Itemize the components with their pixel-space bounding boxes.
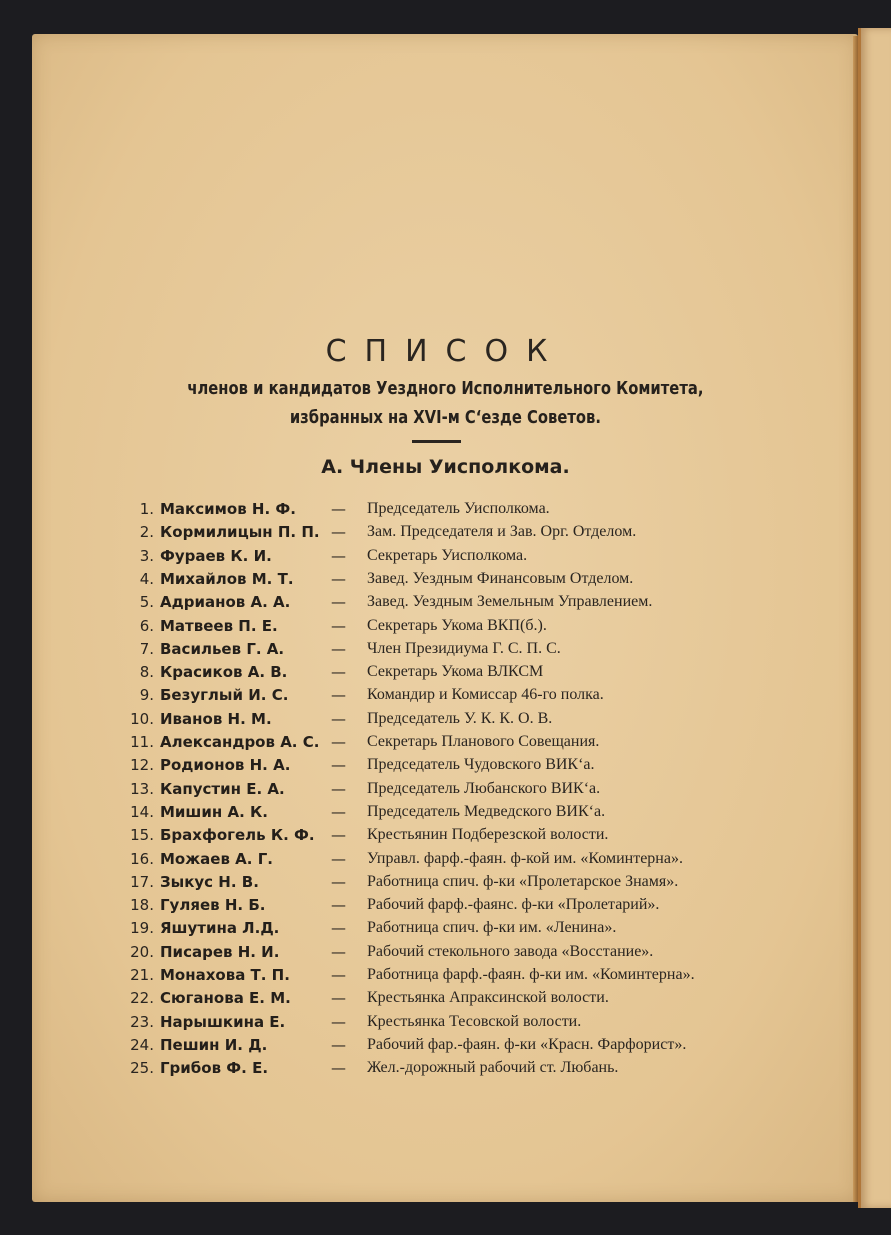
dash-separator: — [331, 802, 346, 821]
dash-separator: — [331, 779, 346, 798]
member-name: Михайлов М. Т. [160, 569, 294, 588]
member-number: 4. [139, 569, 154, 588]
member-name: Александров А. С. [160, 733, 320, 751]
dash-separator: — [331, 546, 346, 565]
member-number: 9. [139, 686, 154, 705]
member-role: Секретарь Укома ВЛКСМ [367, 663, 544, 681]
member-role: Рабочий стекольного завода «Восстание». [367, 942, 654, 960]
document-title: СПИСОК [325, 334, 566, 369]
member-role: Член Президиума Г. С. П. С. [367, 639, 561, 657]
dash-separator: — [331, 1012, 346, 1031]
member-role: Крестьянка Апраксинской волости. [367, 989, 609, 1007]
member-name: Капустин Е. А. [160, 779, 285, 798]
member-name: Сюганова Е. М. [160, 989, 291, 1008]
list-item [0, 640, 891, 664]
member-name: Максимов Н. Ф. [160, 500, 296, 518]
member-number: 23. [130, 1012, 154, 1031]
member-role: Председатель Любанского ВИК‘а. [367, 779, 601, 797]
dash-separator: — [331, 896, 346, 915]
member-name: Яшутина Л.Д. [160, 919, 280, 938]
member-number: 20. [130, 942, 154, 961]
member-role: Завед. Уездным Финансовым Отделом. [367, 569, 634, 587]
dash-separator: — [331, 1035, 346, 1054]
dash-separator: — [331, 872, 346, 891]
member-name: Мишин А. К. [160, 802, 268, 821]
dash-separator: — [331, 733, 346, 751]
member-role: Секретарь Уисполкома. [367, 546, 528, 564]
dash-separator: — [331, 919, 346, 938]
list-item [0, 1013, 891, 1037]
member-name: Писарев Н. И. [160, 942, 280, 961]
list-item [0, 710, 891, 734]
member-name: Матвеев П. Е. [160, 616, 278, 635]
member-name: Фураев К. И. [160, 546, 272, 565]
member-role: Работница спич. ф-ки им. «Ленина». [367, 919, 617, 937]
dash-separator: — [331, 849, 346, 868]
list-item [0, 943, 891, 967]
member-number: 1. [139, 500, 154, 518]
list-item [0, 617, 891, 641]
member-name: Адрианов А. А. [160, 593, 291, 612]
member-name: Монахова Т. П. [160, 966, 290, 984]
member-number: 18. [130, 896, 154, 915]
dash-separator: — [331, 593, 346, 612]
dash-separator: — [331, 663, 346, 682]
member-role: Председатель Чудовского ВИК‘а. [367, 756, 595, 774]
list-item [0, 1059, 891, 1083]
list-item [0, 803, 891, 827]
title-divider [412, 440, 461, 443]
dash-separator: — [331, 942, 346, 961]
list-item [0, 966, 891, 990]
member-role: Работница фарф.-фаян. ф-ки им. «Коминтерна». [367, 966, 695, 983]
dash-separator: — [331, 989, 346, 1008]
document-subtitle [80, 374, 811, 432]
member-number: 22. [130, 989, 154, 1008]
member-role: Председатель Уисполкома. [367, 500, 550, 517]
member-role: Секретарь Планового Совещания. [367, 733, 600, 750]
list-item [0, 686, 891, 710]
member-name: Васильев Г. А. [160, 639, 285, 658]
member-name: Безуглый И. С. [160, 686, 289, 705]
dash-separator: — [331, 826, 346, 845]
dash-separator: — [331, 569, 346, 588]
member-name: Гуляев Н. Б. [160, 896, 266, 915]
subtitle-line-1: членов и кандидатов Уездного Исполнительного Комитета, [187, 378, 704, 399]
list-item [0, 523, 891, 547]
member-role: Работница спич. ф-ки «Пролетарское Знамя». [367, 872, 679, 890]
member-role: Управл. фарф.-фаян. ф-кой им. «Коминтерна». [367, 849, 683, 867]
member-name: Кормилицын П. П. [160, 523, 320, 542]
list-item [0, 780, 891, 804]
dash-separator: — [331, 616, 346, 635]
dash-separator: — [331, 756, 346, 775]
list-item [0, 593, 891, 617]
member-number: 5. [139, 593, 154, 612]
dash-separator: — [331, 709, 346, 728]
member-number: 13. [130, 779, 154, 798]
member-name: Нарышкина Е. [160, 1012, 286, 1031]
list-item [0, 500, 891, 524]
member-role: Крестьянка Тесовской волости. [367, 1012, 582, 1030]
list-item [0, 1036, 891, 1060]
dash-separator: — [331, 500, 346, 518]
member-role: Секретарь Укома ВКП(б.). [367, 616, 547, 634]
member-number: 11. [130, 733, 154, 751]
member-number: 15. [130, 826, 154, 845]
dash-separator: — [331, 1059, 346, 1078]
member-name: Брахфогель К. Ф. [160, 826, 315, 845]
member-role: Председатель Медведского ВИК‘а. [367, 802, 606, 820]
member-name: Можаев А. Г. [160, 849, 273, 868]
member-number: 19. [130, 919, 154, 938]
dash-separator: — [331, 639, 346, 658]
member-name: Иванов Н. М. [160, 709, 272, 728]
section-title: А. Члены Уисполкома. [321, 456, 570, 478]
list-item [0, 919, 891, 943]
member-role: Рабочий фарф.-фаянс. ф-ки «Пролетарий». [367, 896, 660, 914]
member-number: 7. [139, 639, 154, 658]
list-item [0, 826, 891, 850]
member-role: Жел.-дорожный рабочий ст. Любань. [367, 1059, 619, 1077]
member-number: 16. [130, 849, 154, 868]
dash-separator: — [331, 523, 346, 542]
member-number: 3. [139, 546, 154, 565]
list-item [0, 756, 891, 780]
member-number: 12. [130, 756, 154, 775]
member-role: Завед. Уездным Земельным Управлением. [367, 593, 653, 611]
member-number: 21. [130, 966, 154, 984]
dash-separator: — [331, 966, 346, 984]
subtitle-line-2: избранных на XVI-м С‘езде Советов. [289, 407, 601, 428]
member-number: 24. [130, 1035, 154, 1054]
member-name: Пешин И. Д. [160, 1035, 268, 1054]
member-role: Председатель У. К. К. О. В. [367, 709, 553, 727]
list-item [0, 989, 891, 1013]
member-number: 17. [130, 872, 154, 891]
member-number: 2. [139, 523, 154, 542]
member-role: Командир и Комиссар 46-го полка. [367, 686, 604, 704]
member-number: 6. [139, 616, 154, 635]
member-name: Родионов Н. А. [160, 756, 291, 775]
list-item [0, 873, 891, 897]
member-number: 25. [130, 1059, 154, 1078]
member-role: Рабочий фар.-фаян. ф-ки «Красн. Фарфорист». [367, 1035, 687, 1053]
list-item [0, 663, 891, 687]
list-item [0, 547, 891, 571]
dash-separator: — [331, 686, 346, 705]
list-item [0, 896, 891, 920]
member-number: 14. [130, 802, 154, 821]
member-number: 8. [139, 663, 154, 682]
member-role: Зам. Председателя и Зав. Орг. Отделом. [367, 523, 637, 541]
member-name: Грибов Ф. Е. [160, 1059, 269, 1078]
list-item [0, 570, 891, 594]
member-name: Зыкус Н. В. [160, 872, 259, 891]
member-role: Крестьянин Подберезской волости. [367, 826, 609, 844]
list-item [0, 733, 891, 757]
list-item [0, 850, 891, 874]
member-name: Красиков А. В. [160, 663, 288, 682]
member-number: 10. [130, 709, 154, 728]
